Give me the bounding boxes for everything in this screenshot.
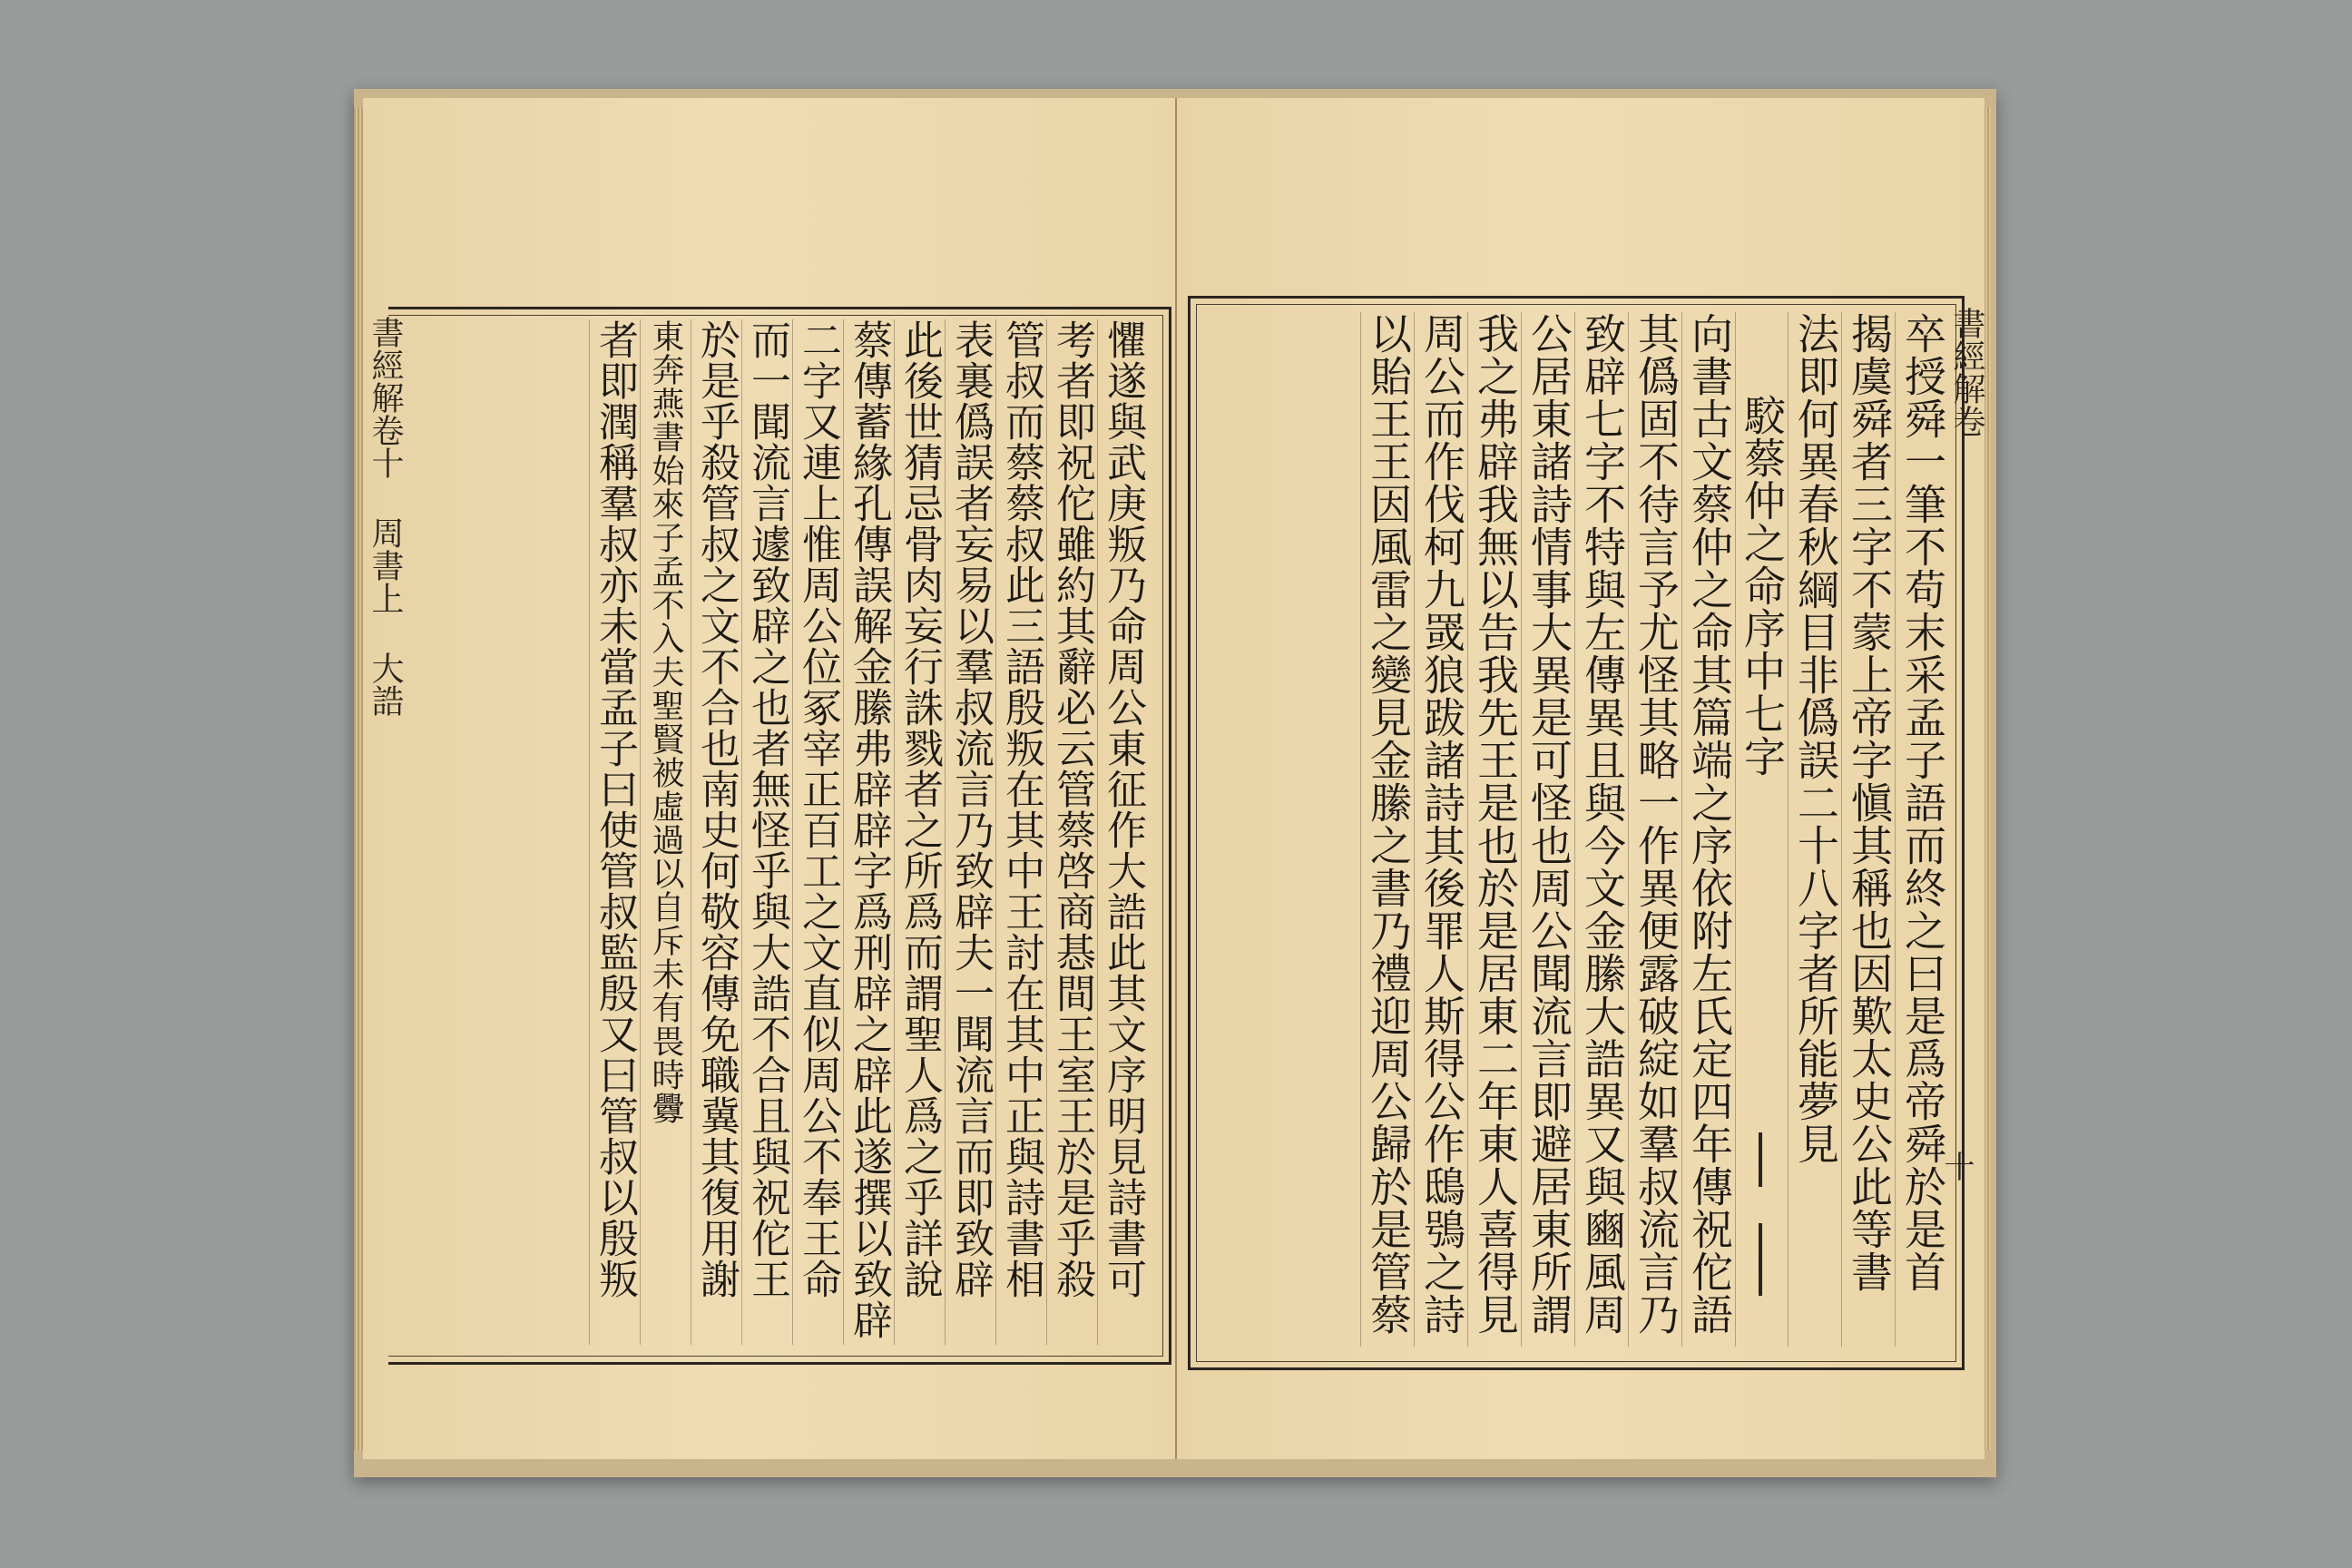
text-column: 以貽王王因風雷之變見金縢之書乃禮迎周公歸於是管蔡: [1360, 312, 1414, 1347]
right-page: [1177, 98, 1984, 1459]
text-column: 我之弗辟我無以告我先王是也於是居東二年東人喜得見: [1467, 312, 1521, 1347]
text-column: 法即何異春秋綱目非僞誤二十八字者所能夢見: [1788, 312, 1841, 1347]
text-column: 周公而作伐柯九罭狼跋諸詩其後罪人斯得公作鴟鴞之詩: [1414, 312, 1467, 1347]
text-column: 者即潤稱羣叔亦未當孟子曰使管叔監殷又曰管叔以殷叛: [589, 319, 640, 1345]
text-column: 而一聞流言遽致辟之也者無怪乎與大誥不合且與祝佗王: [741, 319, 792, 1345]
text-column: 卒授舜一筆不苟末采孟子語而終之曰是爲帝舜於是首: [1895, 312, 1948, 1347]
text-column: 考者即祝佗雖約其辭必云管蔡啓商惎間王室王於是乎殺: [1046, 319, 1097, 1345]
text-column: 向書古文蔡仲之命其篇端之序依附左氏定四年傳祝佗語: [1681, 312, 1735, 1347]
text-column: 蔡傳蓄緣孔傳誤解金縢弗辟辟字爲刑辟之辟此遂撰以致辟: [843, 319, 894, 1345]
text-column: 其僞固不待言予尤怪其略一作異便露破綻如羣叔流言乃: [1628, 312, 1681, 1347]
end-mark: [1759, 1223, 1762, 1296]
left-page: [363, 98, 1177, 1459]
text-column: 此後世猜忌骨肉妄行誅戮者之所爲而謂聖人爲之乎詳說: [894, 319, 945, 1345]
text-column: 公居東諸詩情事大異是可怪也周公聞流言即避居東所謂: [1521, 312, 1574, 1347]
left-text-columns: [404, 319, 1148, 1345]
left-gutter-title: 書經解卷十 周書上 大誥: [367, 316, 404, 717]
section-heading: 駮蔡仲之命序中七字: [1735, 312, 1788, 1347]
text-column: 表裏僞誤者妄易以羣叔流言乃致辟夫一聞流言而即致辟: [945, 319, 995, 1345]
text-column: 懼遂與武庚叛乃命周公東征作大誥此其文序明見詩書可: [1097, 319, 1148, 1345]
text-column: 二字又連上惟周公位冢宰正百工之文直似周公不奉王命: [792, 319, 843, 1345]
end-mark: [1759, 1132, 1762, 1187]
text-column: 東奔燕書始來子孟不入夫聖賢被虛過以自斥未有畏時釁: [640, 319, 691, 1345]
right-gutter-title: 書經解卷: [1948, 307, 1985, 437]
text-column: 致辟七字不特與左傳異且與今文金縢大誥異又與豳風周: [1574, 312, 1628, 1347]
text-column: 於是乎殺管叔之文不合也南史何敬容傳免職冀其復用謝: [691, 319, 741, 1345]
text-column: 揭虞舜者三字不蒙上帝字愼其稱也因歎太史公此等書: [1841, 312, 1895, 1347]
page-number: 十: [1938, 1151, 1975, 1181]
right-text-columns: [1204, 312, 1948, 1347]
text-column: 管叔而蔡蔡叔此三語殷叛在其中王討在其中正與詩書相: [995, 319, 1046, 1345]
